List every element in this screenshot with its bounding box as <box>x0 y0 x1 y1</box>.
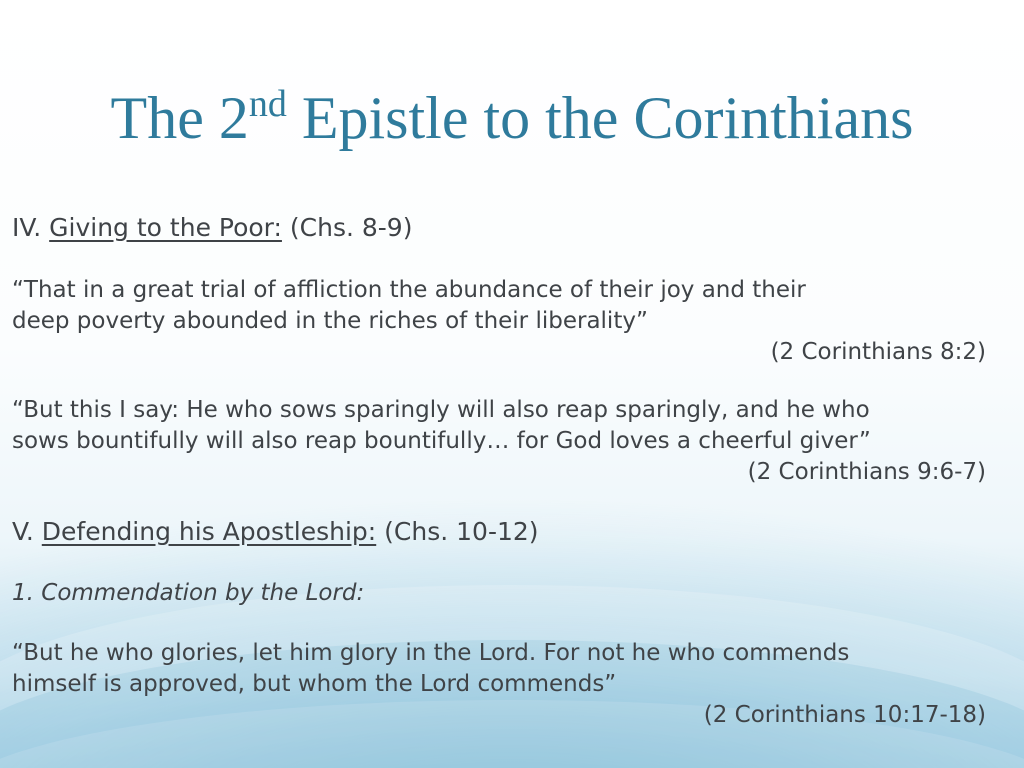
quote-citation: (2 Corinthians 9:6-7) <box>747 459 986 485</box>
section-v-numeral: V. <box>12 517 42 546</box>
section-iv-chapters: (Chs. 8-9) <box>281 213 413 242</box>
quote-line: “But this I say: He who sows sparingly will also reap sparingly, and he who <box>12 397 870 423</box>
title-prefix: The 2 <box>110 85 249 151</box>
section-v-heading <box>12 516 1016 548</box>
quote-2cor-8-2 <box>12 275 1016 368</box>
quote-line: sows bountifully will also reap bountifully… for God loves a cheerful giver” <box>12 428 871 454</box>
title-suffix: Epistle to the Corinthians <box>286 85 914 151</box>
slide-title <box>0 78 1024 158</box>
quote-line: “But he who glories, let him glory in the Lord. For not he who commends <box>12 640 850 666</box>
section-iv-heading <box>12 212 1016 244</box>
quote-line: “That in a great trial of affliction the abundance of their joy and their <box>12 277 806 303</box>
section-v-title: Defending his Apostleship: <box>41 517 377 546</box>
subpoint-commendation: 1. Commendation by the Lord: <box>12 580 365 606</box>
quote-citation: (2 Corinthians 8:2) <box>770 339 986 365</box>
section-iv-numeral: IV. <box>12 213 50 242</box>
section-iv-title: Giving to the Poor: <box>49 213 282 242</box>
title-superscript: nd <box>248 83 287 125</box>
quote-line: deep poverty abounded in the riches of their liberality” <box>12 308 648 334</box>
quote-2cor-9-6-7 <box>12 395 1016 488</box>
section-v-chapters: (Chs. 10-12) <box>376 517 539 546</box>
quote-2cor-10-17-18 <box>12 638 1016 731</box>
quote-citation: (2 Corinthians 10:17-18) <box>703 702 986 728</box>
quote-line: himself is approved, but whom the Lord commends” <box>12 671 617 697</box>
